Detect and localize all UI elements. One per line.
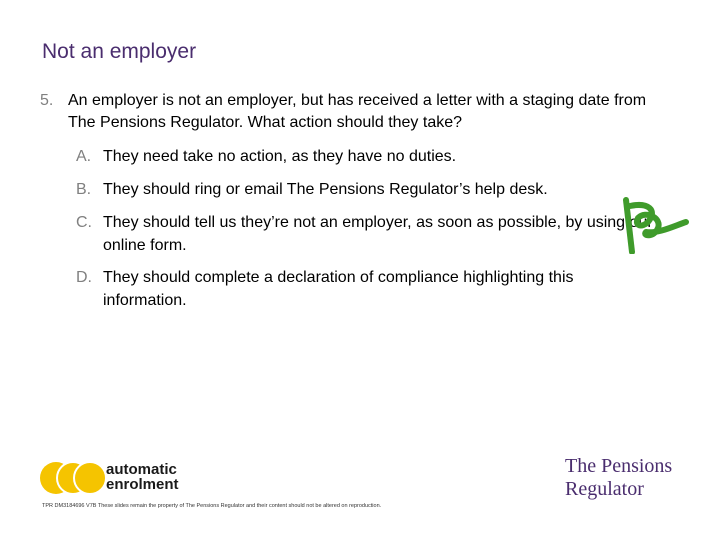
automatic-enrolment-logo-text	[106, 462, 179, 492]
option-letter: D.	[76, 269, 92, 286]
footer-disclaimer: TPR DM3184696 V7B These slides remain the property of The Pensions Regulator and their content should not be altered on reproduction.	[42, 503, 382, 509]
slide-title: Not an employer	[42, 40, 197, 63]
tpr-line1: The Pensions	[565, 455, 673, 477]
pensions-regulator-logo	[565, 455, 672, 501]
tpr-line2: Regulator	[565, 478, 644, 500]
option-letter: A.	[76, 148, 92, 165]
option-letter: B.	[76, 181, 92, 198]
question-text: An employer is not an employer, but has received a letter with a staging date from The Pensions Regulator. What action should they take?	[68, 92, 647, 131]
option-text: They should ring or email The Pensions Regulator’s help desk.	[103, 181, 548, 198]
ae-line1: automatic	[106, 461, 177, 478]
ae-line2: enrolment	[106, 476, 179, 493]
option-text: They should complete a declaration of compliance highlighting this information.	[103, 269, 574, 309]
option-text: They should tell us they’re not an employer, as soon as possible, by using our online form.	[103, 214, 653, 254]
option-letter: C.	[76, 214, 92, 231]
option-text: They need take no action, as they have no duties.	[103, 148, 457, 165]
question-number: 5.	[40, 92, 54, 109]
green-tick-icon	[618, 196, 690, 254]
